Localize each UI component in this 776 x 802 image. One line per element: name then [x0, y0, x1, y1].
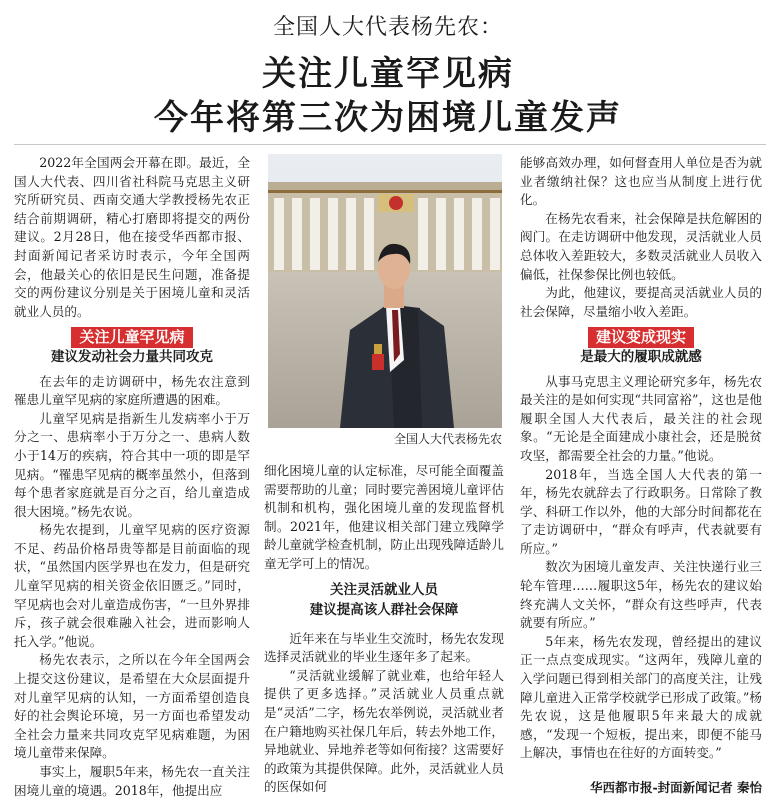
headline-line-1: 关注儿童罕见病	[262, 54, 514, 94]
section-tag: 建议变成现实	[588, 327, 694, 348]
article-column-3	[520, 154, 762, 763]
paragraph: 5年来，杨先农发现，曾经提出的建议正一点点变成现实。“这两年，残障儿童的入学问题已得到相关部门的高度关注，让残障儿童进入正常学校就学已形成了政策。”杨先农说，这是他履职5年来最大的成就感，“发现一个短板，提出来，即便不能马上解决，事情也在往好的方面转变。”	[520, 633, 762, 761]
byline: 华西都市报-封面新闻记者 秦怡	[589, 780, 762, 795]
section-subtitle: 是最大的履职成就感	[580, 348, 702, 365]
section-subtitle: 建议提高该人群社会保障	[309, 601, 459, 618]
section-heading-2	[264, 580, 504, 620]
paragraph: 在杨先农看来，社会保障是扶危解困的阀门。在走访调研中他发现，灵活就业人员总体收入差距较大，多数灵活就业人员收入偏低，社保参保比例也较低。	[520, 210, 762, 282]
photo-caption: 全国人大代表杨先农	[393, 432, 502, 446]
paragraph: 事实上，履职5年来，杨先农一直关注困境儿童的境遇。2018年，他提出应	[14, 764, 250, 798]
paragraph: 儿童罕见病是指新生儿发病率小于万分之一、患病率小于万分之一、患病人数小于14万的疾病，符合其中一项的即是罕见病。“罹患罕见病的概率虽然小，但落到每个患者家庭就是百分之百，给儿童造成很大困境。”杨先农说。	[14, 410, 250, 519]
paragraph: 近年来在与毕业生交流时，杨先农发现选择灵活就业的毕业生逐年多了起来。	[264, 630, 504, 665]
article-column-2	[264, 462, 504, 797]
section-tag: 关注儿童罕见病	[71, 327, 192, 348]
section-heading-3	[520, 327, 762, 366]
paragraph: 杨先农提到，儿童罕见病的医疗资源不足、药品价格昂贵等都是目前面临的现状，“虽然国内医学界也在发力，但是研究儿童罕见病的相关资金依旧匮乏。”同时，罕见病也会对儿童造成伤害，“一旦外界排斥，孩子就会很难融入社会，进而影响人托入学。”他说。	[14, 522, 250, 649]
paragraph: 数次为困境儿童发声、关注快递行业三轮车管理……履职这5年，杨先农的建议始终充满人文关怀，“群众有这些呼声，代表就要有所应。”	[520, 559, 762, 631]
headline-line-2: 今年将第三次为困境儿童发声	[154, 98, 622, 138]
portrait-photo	[268, 154, 502, 428]
section-subtitle: 建议发动社会力量共同攻克	[51, 348, 213, 365]
article-column-1	[14, 154, 250, 800]
paragraph: “灵活就业缓解了就业难，也给年轻人提供了更多选择。”灵活就业人员重点就是“灵活”二字，杨先农举例说，灵活就业者在户籍地购买社保几年后，转去外地工作，异地就业、异地养老等如何衔接？这需要好的政策为其提供保障。此外，灵活就业人员的医保如何	[264, 667, 504, 795]
paragraph: 杨先农表示，之所以在今年全国两会上提交这份建议，是希望在大众层面提升对儿童罕见病的认知，一方面希望创造良好的社会舆论环境，另一方面也希望发动全社会力量来共同攻克罕见病难题，为困境儿童带来保障。	[14, 652, 250, 761]
paragraph: 在去年的走访调研中，杨先农注意到罹患儿童罕见病的家庭所遭遇的困难。	[14, 373, 250, 408]
kicker: 全国人大代表杨先农：	[272, 15, 503, 40]
paragraph: 能够高效办理，如何督查用人单位是否为就业者缴纳社保？这也应当从制度上进行优化。	[520, 155, 762, 208]
paragraph: 细化困境儿童的认定标准，尽可能全面覆盖需要帮助的儿童；同时要完善困境儿童评估机制和机构，强化困境儿童的发现监督机制。2021年，他建议相关部门建立残障学龄儿童就学检查机制，防止出现残障适龄儿童无学可上的情况。	[264, 463, 504, 571]
header-divider	[14, 144, 766, 145]
section-title: 关注灵活就业人员	[330, 581, 438, 598]
paragraph: 为此，他建议，要提高灵活就业人员的社会保障，尽量缩小收入差距。	[520, 285, 762, 319]
paragraph: 2022年全国两会开幕在即。最近，全国人大代表、四川省社科院马克思主义研究所研究员、西南交通大学教授杨先农正结合前期调研，精心打磨即将提交的两份建议。2月28日，他在接受华西都市报、封面新闻记者采访时表示，今年全国两会，他最关心的依旧是民生问题，准备提交的两份建议分别是关于困境儿童和灵活就业人员的。	[14, 155, 250, 319]
section-heading-1	[14, 327, 250, 366]
portrait-photo-image	[268, 154, 502, 428]
paragraph: 2018年，当选全国人大代表的第一年，杨先农就辞去了行政职务。日常除了教学、科研工作以外，他的大部分时间都花在了走访调研中，“群众有呼声，代表就要有所应。”	[520, 466, 762, 556]
paragraph: 从事马克思主义理论研究多年，杨先农最关注的是如何实现“共同富裕”，这也是他履职全国人大代表后，最关注的社会现象。“无论是全面建成小康社会，还是脱贫攻坚，都需要全社会的力量。”他说。	[520, 373, 762, 463]
